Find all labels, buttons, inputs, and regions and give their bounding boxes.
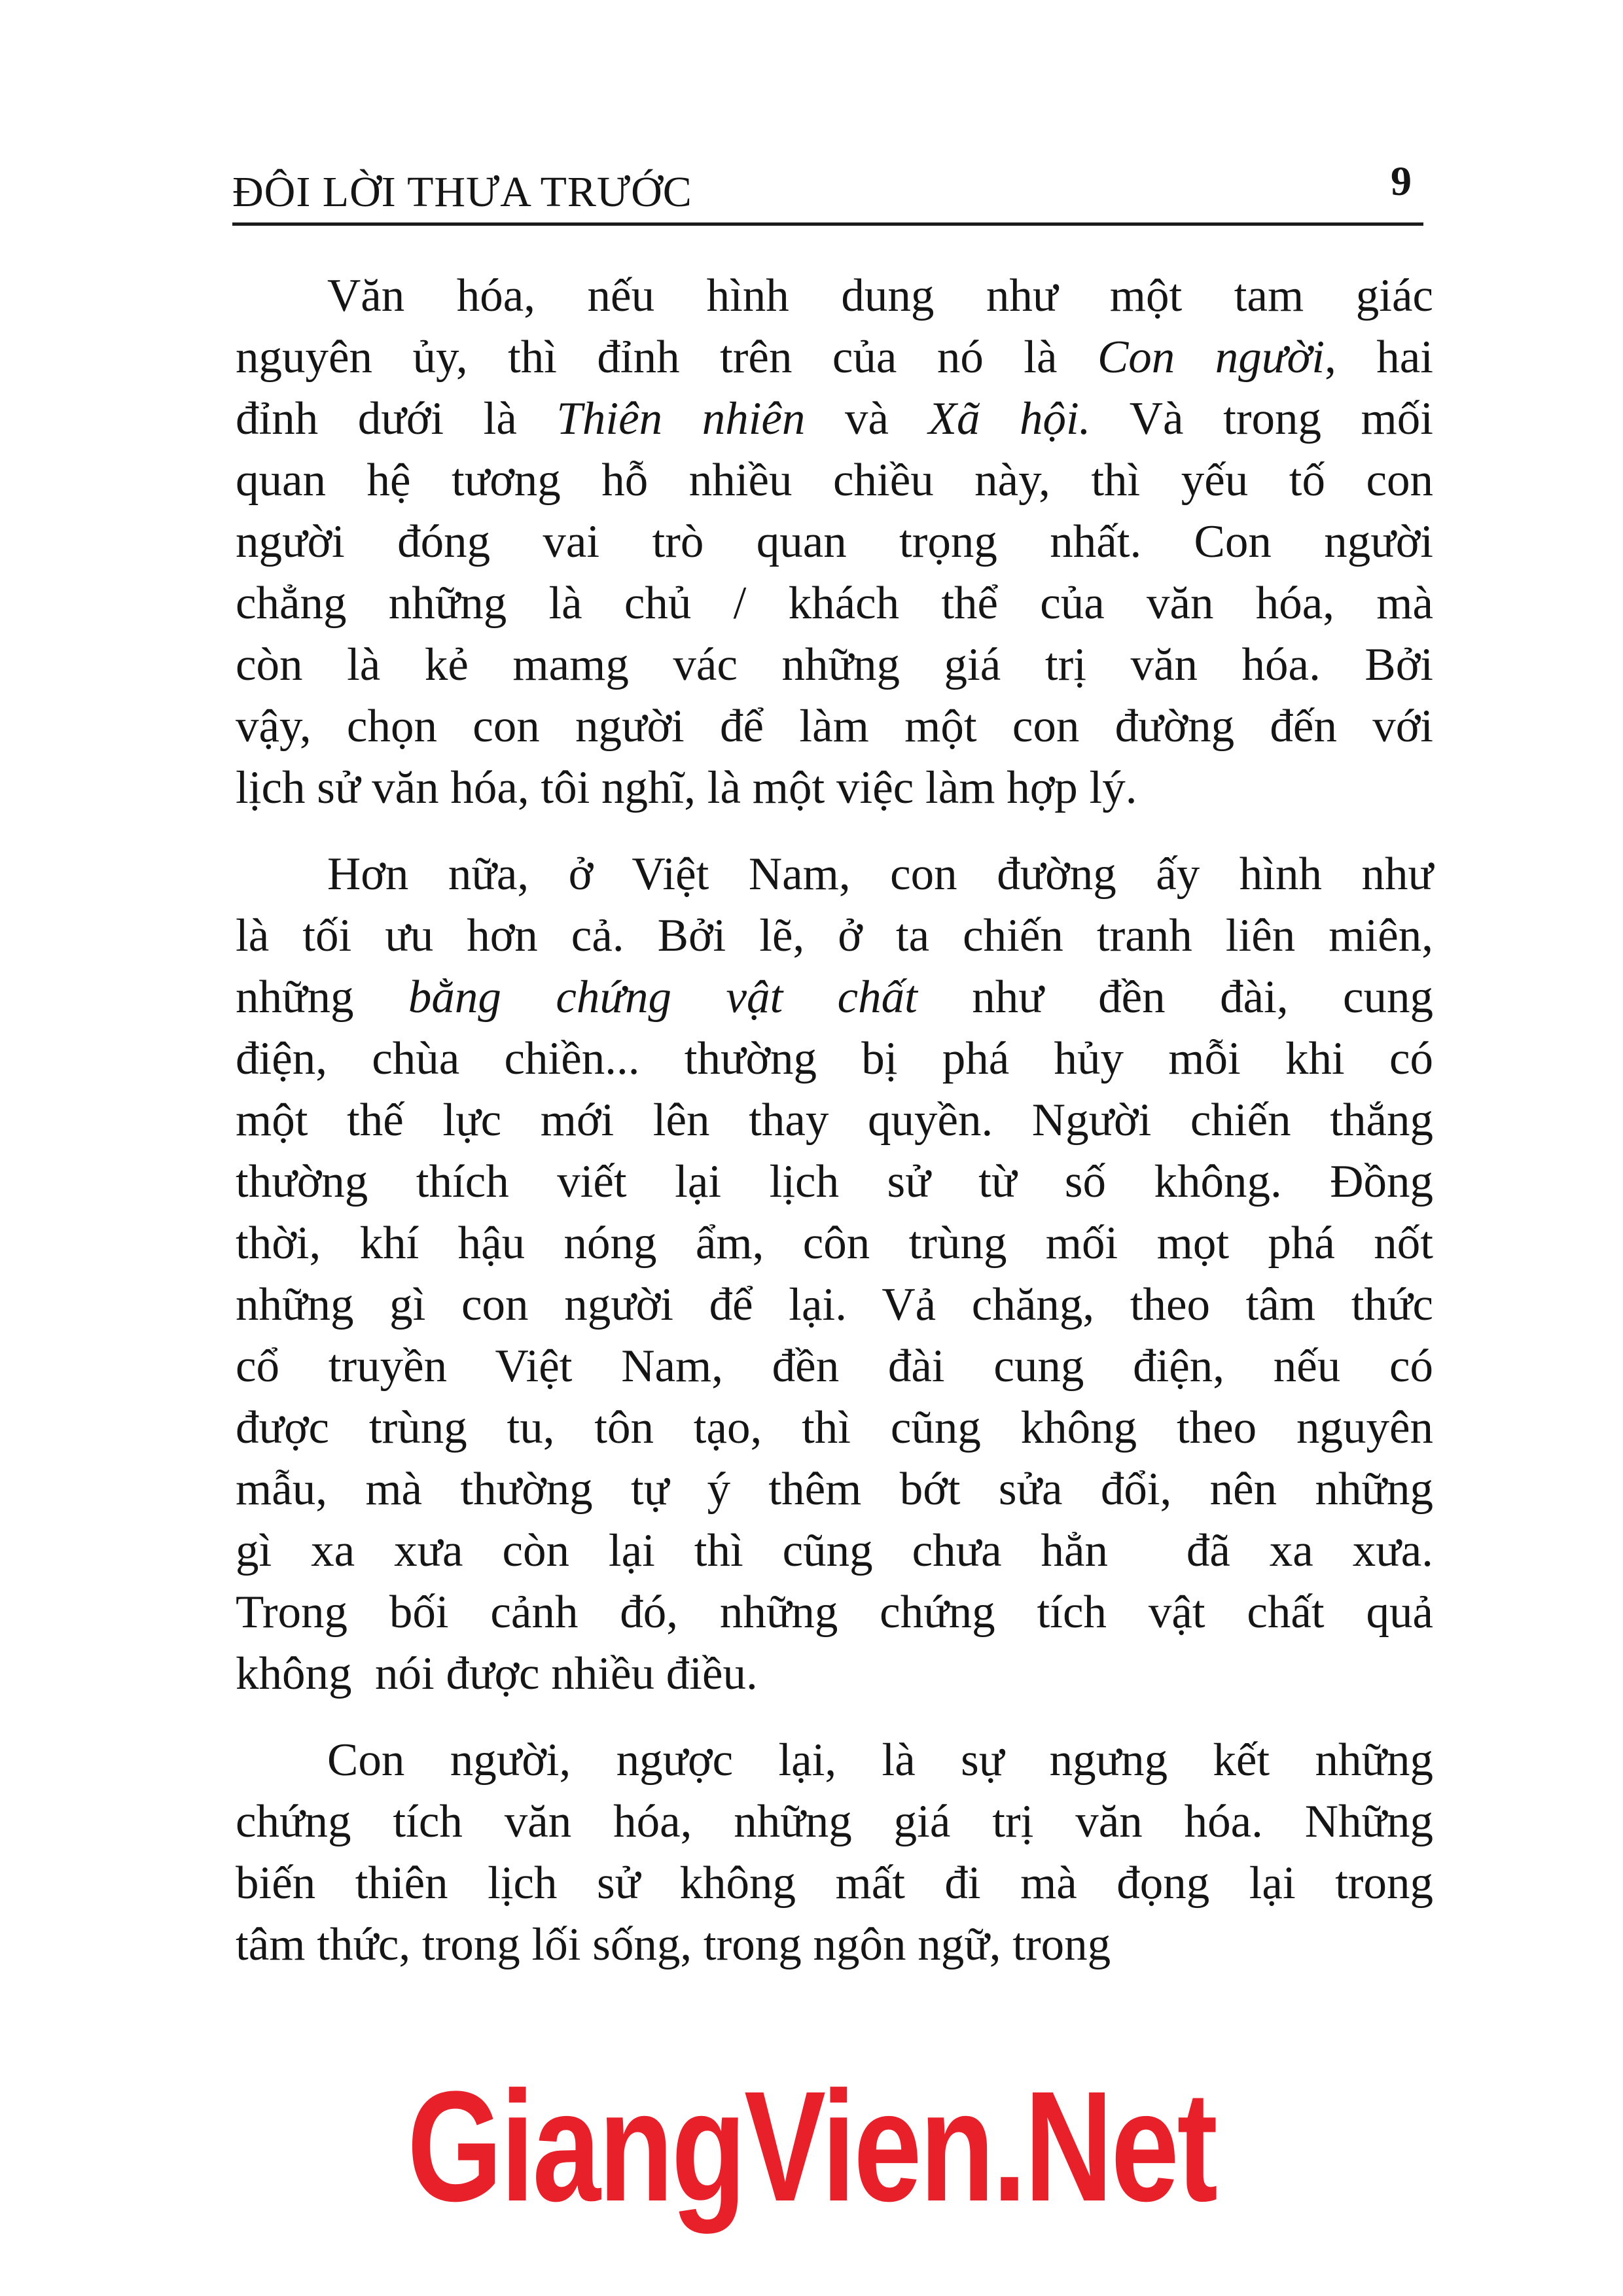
italic-phrase: Con người	[1097, 332, 1325, 383]
text-segment: Văn hóa, nếu hình dung như một tam giác	[327, 270, 1433, 321]
text-line	[236, 1852, 1433, 1914]
text-segment: vậy, chọn con người để làm một con đường đến với	[236, 701, 1433, 752]
paragraph	[236, 265, 1433, 819]
text-segment: , hai	[1325, 332, 1433, 383]
text-segment: Trong bối cảnh đó, những chứng tích vật chất quả	[236, 1587, 1433, 1638]
running-header	[232, 152, 1423, 226]
text-line	[236, 1028, 1433, 1089]
text-segment: và	[805, 393, 929, 444]
text-line	[236, 450, 1433, 511]
text-segment: thời, khí hậu nóng ẩm, côn trùng mối mọt phá nốt	[236, 1218, 1433, 1269]
text-line	[236, 634, 1433, 696]
paragraph	[236, 1729, 1433, 1975]
text-line	[236, 757, 1433, 819]
text-line	[236, 573, 1433, 634]
text-line	[236, 696, 1433, 757]
text-segment: mẫu, mà thường tự ý thêm bớt sửa đổi, nên những	[236, 1464, 1433, 1515]
text-line	[236, 1914, 1433, 1975]
body-text	[236, 265, 1433, 2000]
text-segment: gì xa xưa còn lại thì cũng chưa hẳn đã xa xưa.	[236, 1525, 1433, 1576]
text-segment: như đền đài, cung	[917, 972, 1434, 1023]
text-segment: nguyên ủy, thì đỉnh trên của nó là	[236, 332, 1097, 383]
text-line	[236, 1458, 1433, 1520]
text-line	[236, 265, 1433, 327]
text-segment: không nói được nhiều điều.	[236, 1648, 758, 1699]
text-segment: những	[236, 972, 408, 1023]
text-segment: Con người, ngược lại, là sự ngưng kết những	[327, 1735, 1433, 1786]
text-segment: người đóng vai trò quan trọng nhất. Con người	[236, 516, 1433, 567]
page-number: 9	[1391, 158, 1412, 204]
text-segment: một thế lực mới lên thay quyền. Người chiến thắng	[236, 1095, 1433, 1146]
text-segment: còn là kẻ mamg vác những giá trị văn hóa. Bởi	[236, 639, 1433, 690]
text-line	[236, 1212, 1433, 1274]
chapter-title: ĐÔI LỜI THƯA TRƯỚC	[232, 168, 692, 216]
text-segment: đỉnh dưới là	[236, 393, 557, 444]
text-segment: thường thích viết lại lịch sử từ số không. Đồng	[236, 1156, 1433, 1207]
paragraph	[236, 843, 1433, 1704]
text-segment: chẳng những là chủ / khách thể của văn hóa, mà	[236, 578, 1433, 629]
text-line	[236, 1151, 1433, 1212]
italic-phrase: Thiên nhiên	[556, 393, 806, 444]
text-line	[236, 327, 1433, 388]
text-segment: những gì con người để lại. Vả chăng, theo tâm thức	[236, 1279, 1433, 1330]
text-line	[236, 1397, 1433, 1458]
text-line	[236, 1335, 1433, 1397]
text-line	[236, 1581, 1433, 1643]
text-segment: Và trong mối	[1090, 393, 1434, 444]
text-segment: quan hệ tương hỗ nhiều chiều này, thì yếu tố con	[236, 455, 1433, 506]
text-segment: Hơn nữa, ở Việt Nam, con đường ấy hình như	[327, 849, 1433, 900]
text-segment: chứng tích văn hóa, những giá trị văn hóa. Những	[236, 1796, 1433, 1847]
text-line	[236, 511, 1433, 573]
text-segment: biến thiên lịch sử không mất đi mà đọng lại trong	[236, 1858, 1433, 1909]
text-segment: được trùng tu, tôn tạo, thì cũng không theo nguyên	[236, 1402, 1433, 1453]
text-line	[236, 1520, 1433, 1581]
text-line	[236, 966, 1433, 1028]
text-segment: lịch sử văn hóa, tôi nghĩ, là một việc làm hợp lý.	[236, 762, 1137, 813]
text-segment: điện, chùa chiền... thường bị phá hủy mỗi khi có	[236, 1033, 1433, 1084]
italic-phrase: bằng chứng vật chất	[408, 972, 918, 1023]
text-line	[236, 1643, 1433, 1704]
italic-phrase: Xã hội.	[928, 393, 1091, 444]
text-line	[236, 905, 1433, 966]
text-segment: là tối ưu hơn cả. Bởi lẽ, ở ta chiến tranh liên miên,	[236, 910, 1433, 961]
text-segment: cổ truyền Việt Nam, đền đài cung điện, nếu có	[236, 1341, 1433, 1392]
text-segment: tâm thức, trong lối sống, trong ngôn ngữ, trong	[236, 1919, 1111, 1970]
text-line	[236, 388, 1433, 450]
text-line	[236, 1089, 1433, 1151]
text-line	[236, 843, 1433, 905]
text-line	[236, 1791, 1433, 1852]
watermark: GiangVien.Net	[407, 2058, 1216, 2234]
text-line	[236, 1729, 1433, 1791]
text-line	[236, 1274, 1433, 1335]
